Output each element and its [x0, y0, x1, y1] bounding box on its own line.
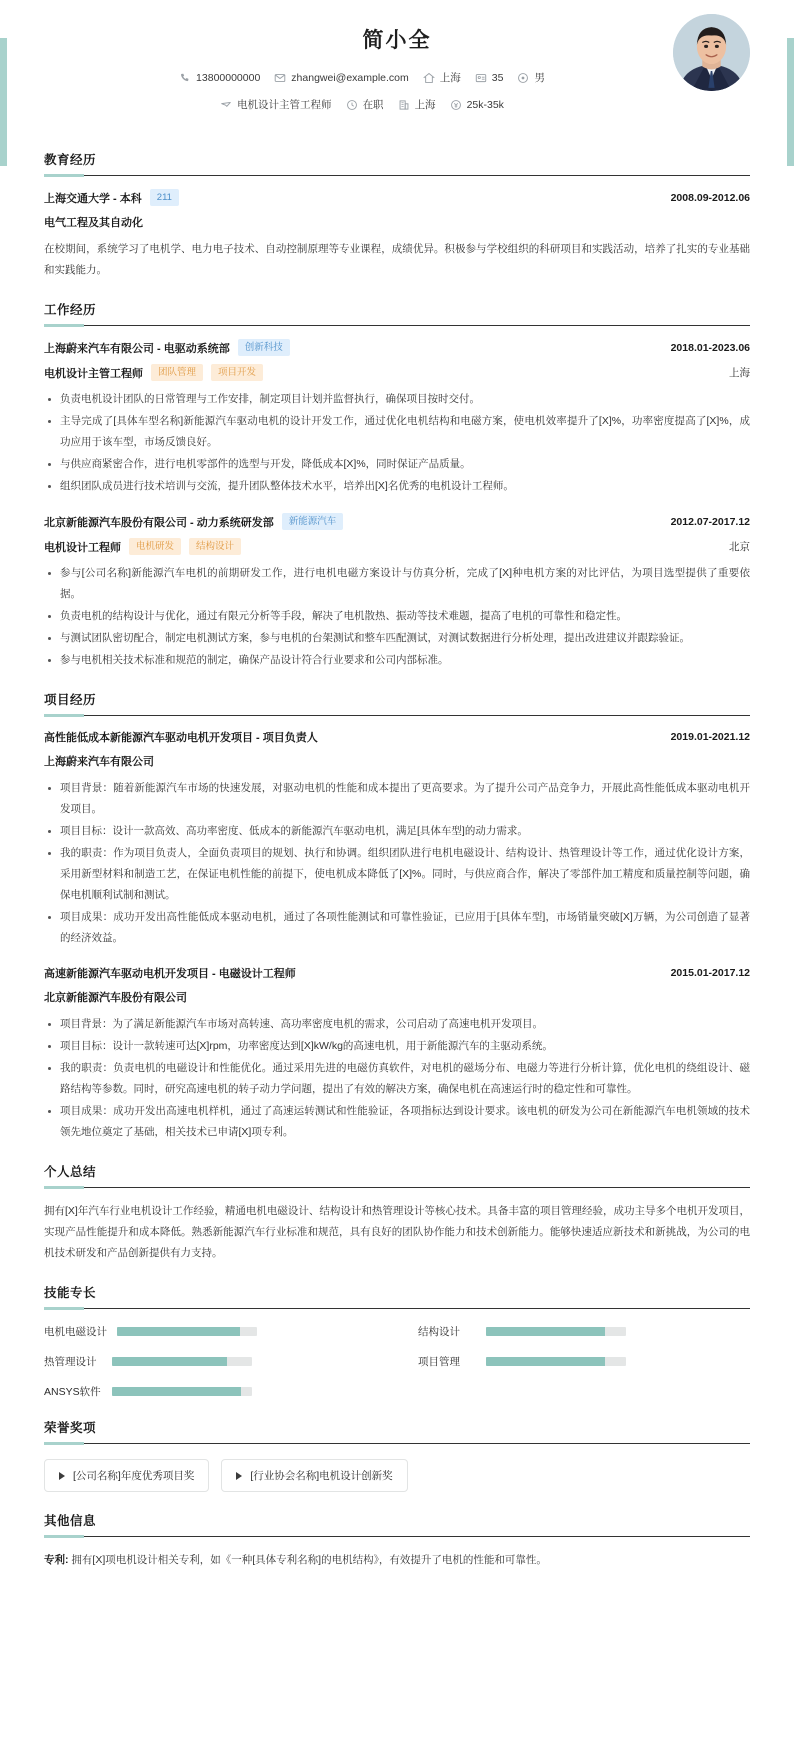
skill-bar-fill: [486, 1327, 605, 1336]
company-tag: 创新科技: [238, 339, 290, 356]
skill-item: [418, 1324, 750, 1339]
money-icon: [450, 99, 462, 111]
company-name: 北京新能源汽车股份有限公司 - 动力系统研发部: [44, 516, 274, 529]
id-card-icon: [475, 72, 487, 84]
bullet-list: [44, 563, 750, 671]
skill-bar: [112, 1387, 252, 1396]
page-title: 简小全: [362, 29, 432, 52]
contact-text: 在职: [362, 99, 384, 111]
work-list: [44, 339, 750, 671]
work-company-left: [44, 513, 343, 530]
entry-header-row: [44, 189, 750, 206]
skill-item: [44, 1384, 376, 1399]
section-title-awards: 荣誉奖项: [44, 1418, 750, 1444]
project-header-row: [44, 965, 750, 981]
work-location: 北京: [729, 541, 750, 553]
school-name: 上海交通大学 - 本科: [44, 192, 142, 205]
skill-item: [44, 1354, 376, 1369]
bullet-item: 参与电机相关技术标准和规范的制定，确保产品设计符合行业要求和公司内部标准。: [44, 650, 750, 671]
bullet-list: [44, 1014, 750, 1143]
role-tag: 团队管理: [151, 364, 203, 381]
contact-item-status: [346, 95, 384, 115]
bullet-item: 项目背景：随着新能源汽车市场的快速发展，对驱动电机的性能和成本提出了更高要求。为了提升公司产品竞争力，开展此高性能低成本驱动电机开发项目。: [44, 778, 750, 820]
bullet-item: 主导完成了[具体车型名称]新能源汽车驱动电机的设计开发工作，通过优化电机结构和电磁方案，使电机效率提升了[X]%，功率密度提高了[X]%，成功应用于该车型，市场反馈良好。: [44, 411, 750, 453]
award-label: [公司名称]年度优秀项目奖: [73, 1470, 195, 1482]
project-header-left: [44, 729, 318, 745]
role-tag: 结构设计: [189, 538, 241, 555]
education-list: [44, 189, 750, 281]
role-title: 电机设计工程师: [44, 541, 121, 554]
contact-text: 上海: [439, 72, 461, 84]
project-name: 高速新能源汽车驱动电机开发项目 - 电磁设计工程师: [44, 968, 296, 980]
work-date: 2018.01-2023.06: [670, 341, 750, 354]
contact-text: 35: [491, 72, 504, 84]
work-entry: [44, 513, 750, 671]
work-location: 上海: [729, 367, 750, 379]
company-tag: 新能源汽车: [282, 513, 344, 530]
other-info-list: [44, 1550, 750, 1571]
project-list: [44, 729, 750, 1143]
other-info-label: 专利:: [44, 1554, 69, 1566]
project-company: 北京新能源汽车股份有限公司: [44, 992, 187, 1004]
work-entry: [44, 339, 750, 497]
bullet-item: 我的职责：负责电机的电磁设计和性能优化。通过采用先进的电磁仿真软件，对电机的磁场分布、电磁力等进行分析计算，优化电机的绕组设计、磁路结构等参数。同时，研究高速电机的转子动力学问题，提出了有效的解决方案，确保电机在高速运行时的稳定性和可靠性。: [44, 1058, 750, 1100]
awards-list: [44, 1457, 750, 1492]
company-name: 上海蔚来汽车有限公司 - 电驱动系统部: [44, 342, 230, 355]
project-entry: [44, 965, 750, 1143]
skill-grid: [44, 1322, 750, 1399]
project-company: 上海蔚来汽车有限公司: [44, 756, 154, 768]
skill-bar-fill: [112, 1387, 241, 1396]
bullet-item: 我的职责：作为项目负责人，全面负责项目的规划、执行和协调。组织团队进行电机电磁设计、结构设计、热管理设计等工作，通过优化设计方案，采用新型材料和制造工艺，在保证电机性能的前提下，使电机成本降低了[X]%。同时，与供应商合作，解决了零部件加工精度和质量控制等问题，确保电机顺利试制和测试。: [44, 843, 750, 906]
work-company-left: [44, 339, 290, 356]
section-project: [44, 690, 750, 1143]
work-company-row: [44, 339, 750, 356]
bullet-item: 项目目标：设计一款高效、高功率密度、低成本的新能源汽车驱动电机，满足[具体车型]的动力需求。: [44, 821, 750, 842]
skill-name: 电机电磁设计: [44, 1326, 107, 1338]
section-summary: [44, 1162, 750, 1264]
contact-item-id-card: [475, 68, 504, 88]
building-icon: [398, 99, 410, 111]
work-role-left: [44, 364, 263, 381]
major-name: 电气工程及其自动化: [44, 217, 143, 229]
project-date: 2015.01-2017.12: [670, 967, 750, 979]
skill-name: ANSYS软件: [44, 1386, 101, 1398]
status-icon: [346, 99, 358, 111]
skill-name: 热管理设计: [44, 1356, 97, 1368]
section-skills: [44, 1283, 750, 1399]
contact-item-money: [450, 95, 504, 115]
section-title-project: 项目经历: [44, 690, 750, 716]
contact-item-building: [398, 95, 436, 115]
contact-text: 男: [534, 72, 545, 84]
contact-item-mail: [274, 68, 408, 88]
work-role-row: [44, 364, 750, 381]
contact-item-home: [423, 68, 461, 88]
skill-item: [418, 1354, 750, 1369]
bullet-item: 与测试团队密切配合，制定电机测试方案，参与电机的台架测试和整车匹配测试，对测试数据进行分析处理，提出改进建议并跟踪验证。: [44, 628, 750, 649]
bullet-item: 参与[公司名称]新能源汽车电机的前期研发工作，进行电机电磁方案设计与仿真分析，完成了[X]种电机方案的对比评估，为项目选型提供了重要依据。: [44, 563, 750, 605]
section-title-summary: 个人总结: [44, 1162, 750, 1188]
contact-text: 13800000000: [196, 72, 261, 84]
section-title-work: 工作经历: [44, 300, 750, 326]
award-label: [行业协会名称]电机设计创新奖: [250, 1470, 393, 1482]
resume-body: [0, 150, 794, 1571]
summary-text: 拥有[X]年汽车行业电机设计工作经验，精通电机电磁设计、结构设计和热管理设计等核心技术。具备丰富的项目管理经验，成功主导多个电机开发项目，实现产品性能提升和成本降低。熟悉新能源汽车行业标准和规范，具有良好的团队协作能力和技术创新能力。能够快速适应新技术和新挑战，为公司的电机技术研发和产品创新提供有力支持。: [44, 1205, 750, 1259]
triangle-icon: [236, 1472, 242, 1480]
bullet-item: 项目成果：成功开发出高性能低成本驱动电机，通过了各项性能测试和可靠性验证，已应用于[具体车型]，市场销量突破[X]万辆，为公司创造了显著的经济效益。: [44, 907, 750, 949]
skill-bar: [486, 1327, 626, 1336]
project-date: 2019.01-2021.12: [670, 731, 750, 743]
bullet-list: [44, 778, 750, 949]
bullet-item: 项目成果：成功开发出高速电机样机，通过了高速运转测试和性能验证，各项指标达到设计要求。该电机的研发为公司在新能源汽车电机领域的技术领先地位奠定了基础，相关技术已申请[X]项专利。: [44, 1101, 750, 1143]
section-awards: [44, 1418, 750, 1492]
skill-bar-fill: [486, 1357, 605, 1366]
role-title: 电机设计主管工程师: [44, 367, 143, 380]
section-education: [44, 150, 750, 281]
contact-row-secondary: [44, 95, 750, 115]
work-date: 2012.07-2017.12: [670, 515, 750, 528]
skill-bar-fill: [117, 1327, 240, 1336]
project-header-left: [44, 965, 296, 981]
section-title-skills: 技能专长: [44, 1283, 750, 1309]
section-title-education: 教育经历: [44, 150, 750, 176]
resume-header: [0, 0, 794, 131]
bullet-item: 项目背景：为了满足新能源汽车市场对高转速、高功率密度电机的需求，公司启动了高速电机开发项目。: [44, 1014, 750, 1035]
bullet-item: 组织团队成员进行技术培训与交流，提升团队整体技术水平，培养出[X]名优秀的电机设计工程师。: [44, 476, 750, 497]
other-info-item: [44, 1550, 750, 1571]
section-title-other: 其他信息: [44, 1511, 750, 1537]
award-item: [44, 1459, 209, 1492]
role-tag: 项目开发: [211, 364, 263, 381]
skill-item: [44, 1324, 376, 1339]
contact-item-phone: [179, 68, 260, 88]
contact-text: 电机设计主管工程师: [237, 99, 332, 111]
education-entry: [44, 189, 750, 281]
project-name: 高性能低成本新能源汽车驱动电机开发项目 - 项目负责人: [44, 732, 318, 744]
triangle-icon: [59, 1472, 65, 1480]
section-work: [44, 300, 750, 671]
award-item: [221, 1459, 407, 1492]
bullet-item: 与供应商紧密合作，进行电机零部件的选型与开发，降低成本[X]%，同时保证产品质量。: [44, 454, 750, 475]
skill-bar: [486, 1357, 626, 1366]
contact-item-briefcase: [220, 95, 332, 115]
contact-text: 25k-35k: [466, 99, 504, 111]
work-role-left: [44, 538, 241, 555]
contact-text: 上海: [414, 99, 436, 111]
education-description: 在校期间，系统学习了电机学、电力电子技术、自动控制原理等专业课程，成绩优异。积极参与学校组织的科研项目和实践活动，培养了扎实的专业基础和实践能力。: [44, 243, 750, 276]
contact-item-gender: [517, 68, 545, 88]
home-icon: [423, 72, 435, 84]
project-entry: [44, 729, 750, 949]
mail-icon: [274, 72, 286, 84]
bullet-list: [44, 389, 750, 497]
avatar: [673, 14, 750, 91]
briefcase-icon: [220, 99, 232, 111]
section-other: [44, 1511, 750, 1571]
project-header-row: [44, 729, 750, 745]
skill-bar: [112, 1357, 252, 1366]
other-info-text: 拥有[X]项电机设计相关专利，如《一种[具体专利名称]的电机结构》，有效提升了电机的性能和可靠性。: [68, 1554, 547, 1566]
bullet-item: 项目目标：设计一款转速可达[X]rpm，功率密度达到[X]kW/kg的高速电机，用于新能源汽车的主驱动系统。: [44, 1036, 750, 1057]
entry-header-left: [44, 189, 179, 206]
skill-bar-fill: [112, 1357, 227, 1366]
skill-name: 项目管理: [418, 1356, 460, 1368]
school-tag: 211: [150, 189, 179, 206]
phone-icon: [179, 72, 191, 84]
work-company-row: [44, 513, 750, 530]
skill-bar: [117, 1327, 257, 1336]
contact-text: zhangwei@example.com: [291, 72, 409, 84]
role-tag: 电机研发: [129, 538, 181, 555]
contact-row-primary: [44, 68, 750, 88]
skill-name: 结构设计: [418, 1326, 460, 1338]
gender-icon: [517, 72, 529, 84]
bullet-item: 负责电机的结构设计与优化，通过有限元分析等手段，解决了电机散热、振动等技术难题，提高了电机的可靠性和稳定性。: [44, 606, 750, 627]
bullet-item: 负责电机设计团队的日常管理与工作安排，制定项目计划并监督执行，确保项目按时交付。: [44, 389, 750, 410]
education-date: 2008.09-2012.06: [670, 191, 750, 204]
work-role-row: [44, 538, 750, 555]
